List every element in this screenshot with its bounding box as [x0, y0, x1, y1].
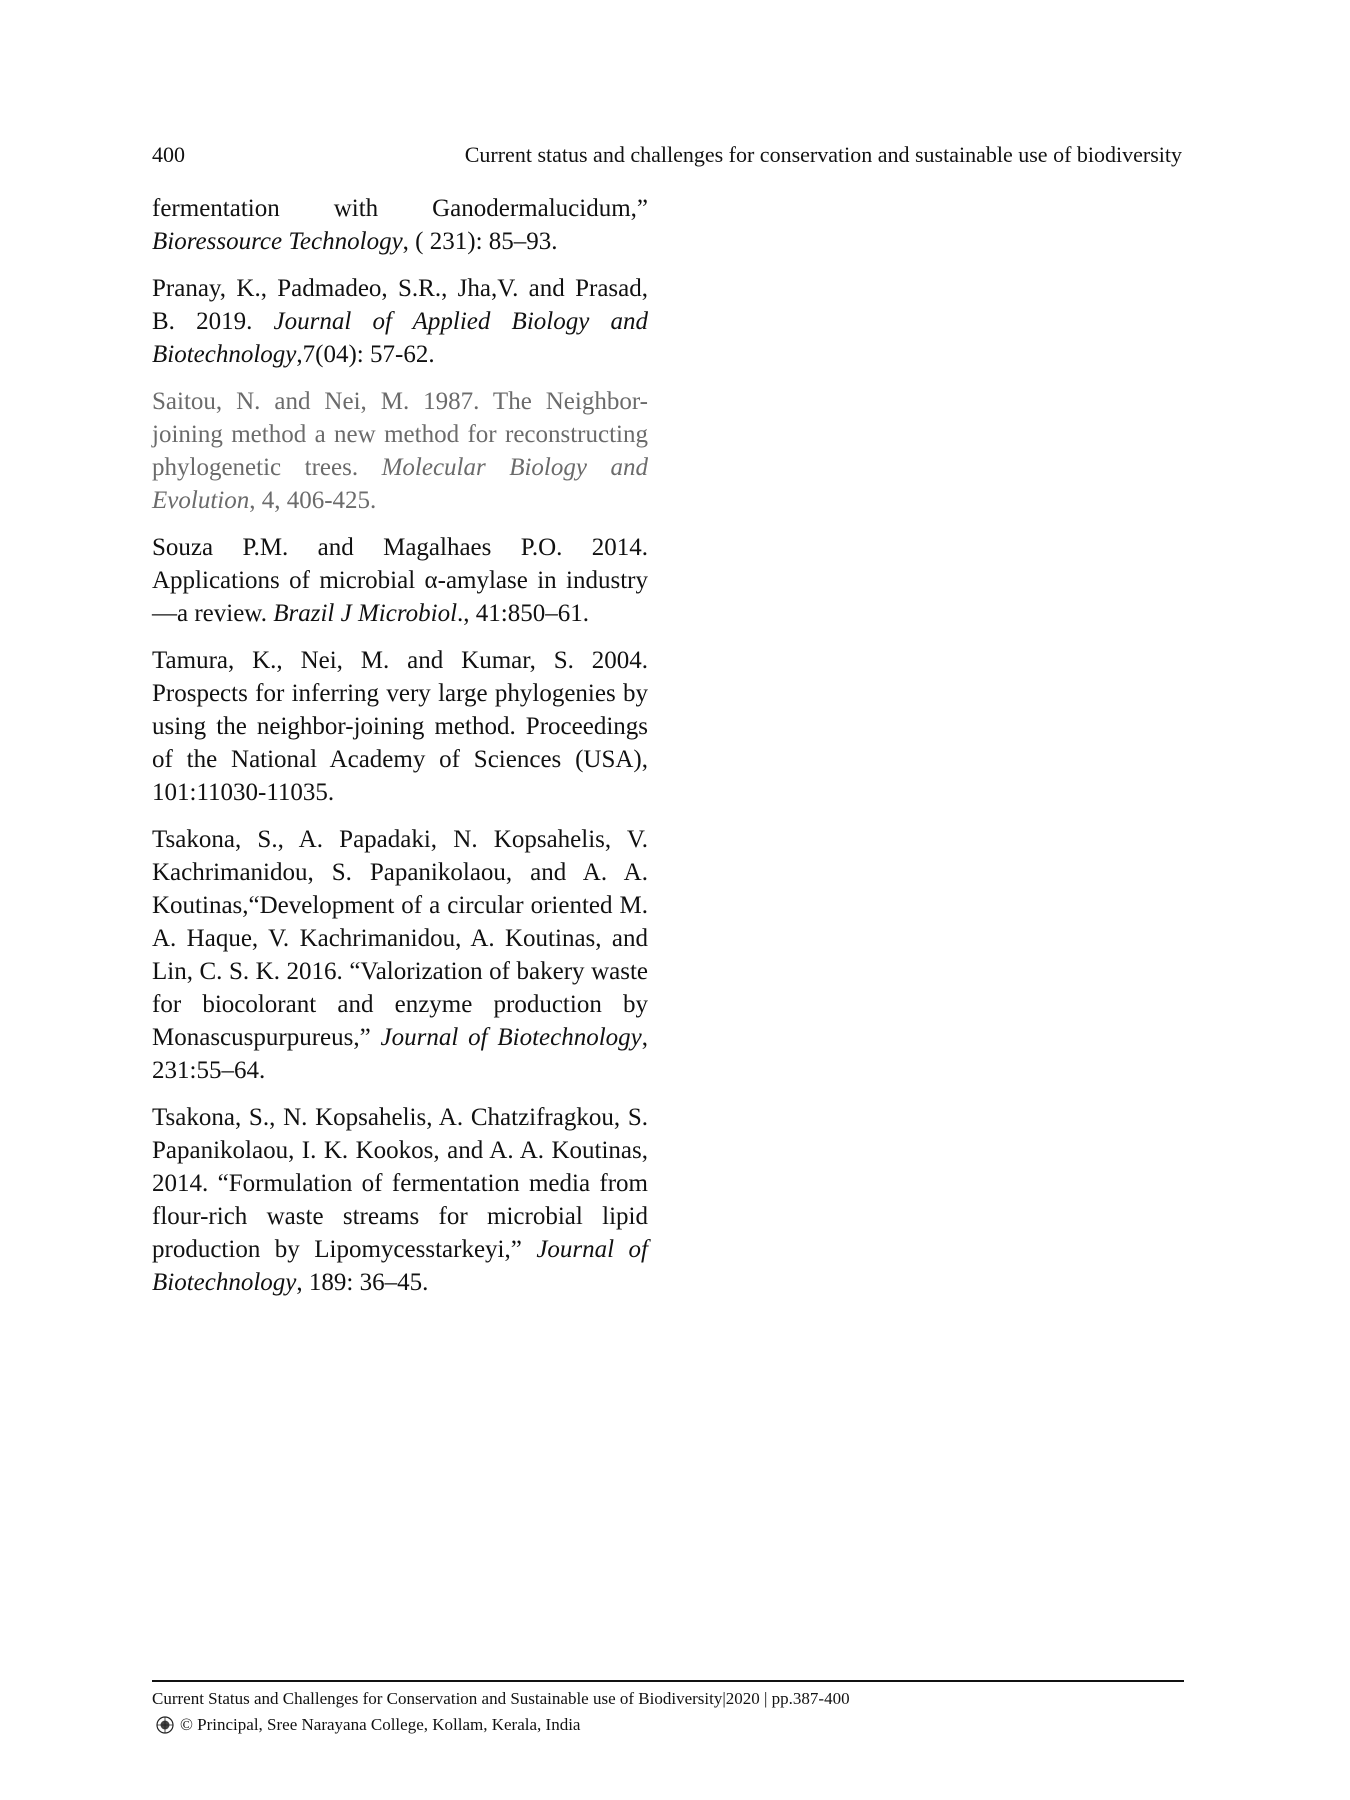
footer-divider: [152, 1680, 1184, 1682]
page-number: 400: [152, 142, 185, 167]
running-title: Current status and challenges for conservation and sustainable use of biodiversity: [464, 142, 1182, 167]
reference-item: Souza P.M. and Magalhaes P.O. 2014. Applications of microbial α-amylase in industry—a review. Brazil J Microbiol., 41:850–61.: [152, 534, 648, 627]
page-footer: [152, 1686, 850, 1738]
footer-copyright: © Principal, Sree Narayana College, Kollam, Kerala, India: [180, 1715, 581, 1734]
reference-item: Pranay, K., Padmadeo, S.R., Jha,V. and Prasad, B. 2019. Journal of Applied Biology and Biotechnology,7(04): 57-62.: [152, 275, 648, 368]
reference-item: fermentation with Ganodermalucidum,” Bioressource Technology, ( 231): 85–93.: [152, 195, 648, 255]
running-header: [152, 142, 1182, 174]
footer-citation: Current Status and Challenges for Conservation and Sustainable use of Biodiversity|2020 | pp.387-400: [152, 1689, 850, 1708]
reference-list: [152, 192, 648, 1313]
reference-item: Tsakona, S., A. Papadaki, N. Kopsahelis, V. Kachrimanidou, S. Papanikolaou, and A. A. Koutinas,“Development of a circular oriented M. A. Haque, V. Kachrimanidou, A. Koutinas, and Lin, C. S. K. 2016. “Valorization of bakery waste for biocolorant and enzyme production by Monascuspurpureus,” Journal of Biotechnology, 231:55–64.: [152, 826, 648, 1084]
reference-item: Tsakona, S., N. Kopsahelis, A. Chatzifragkou, S. Papanikolaou, I. K. Kookos, and A. A. Koutinas, 2014. “Formulation of fermentation media from flour-rich waste streams for microbial lipid production by Lipomycesstarkeyi,” Journal of Biotechnology, 189: 36–45.: [152, 1104, 649, 1296]
footer-copyright-line: [152, 1712, 850, 1738]
reference-item: Saitou, N. and Nei, M. 1987. The Neighbor-joining method a new method for reconstructing phylogenetic trees. Molecular Biology and Evolution, 4, 406-425.: [152, 388, 648, 514]
college-emblem-icon: [156, 1716, 174, 1734]
reference-item: Tamura, K., Nei, M. and Kumar, S. 2004. Prospects for inferring very large phylogenies by using the neighbor-joining method. Proceedings of the National Academy of Sciences (USA), 101:11030-11035.: [152, 647, 648, 806]
